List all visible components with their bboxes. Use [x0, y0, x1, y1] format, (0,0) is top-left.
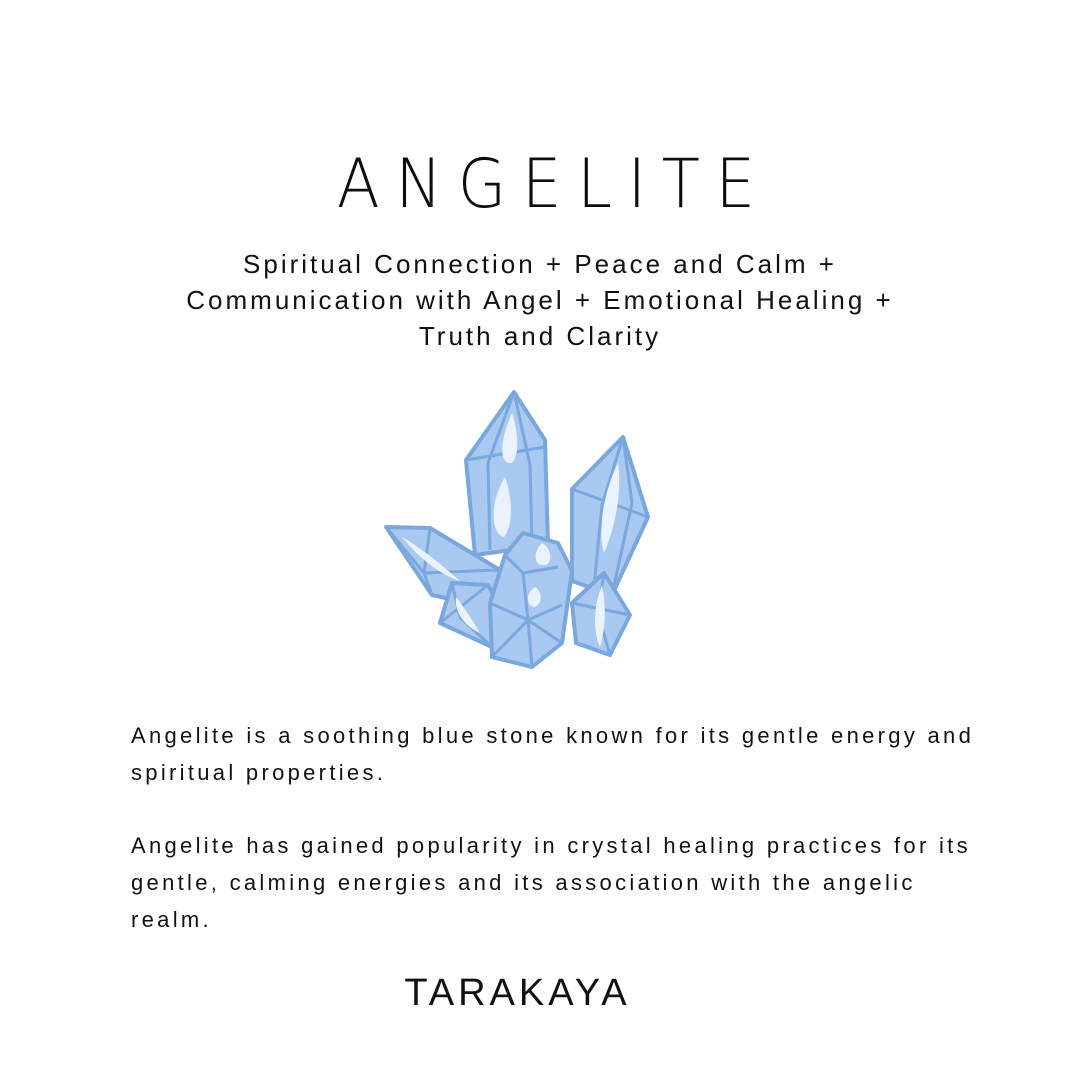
description-paragraph: Angelite is a soothing blue stone known for its gentle energy and spiritual properties. [131, 723, 975, 785]
page-title: ANGELITE [336, 145, 771, 224]
brand-name: TARAKAYA [404, 972, 631, 1014]
properties-subtitle: Spiritual Connection + Peace and Calm + Communication with Angel + Emotional Healing + Truth and Clarity [186, 249, 894, 351]
description-paragraph: Angelite has gained popularity in crystal healing practices for its gentle, calming energies and its association with the angelic realm. [131, 833, 971, 932]
crystal-cluster-icon [380, 385, 660, 675]
